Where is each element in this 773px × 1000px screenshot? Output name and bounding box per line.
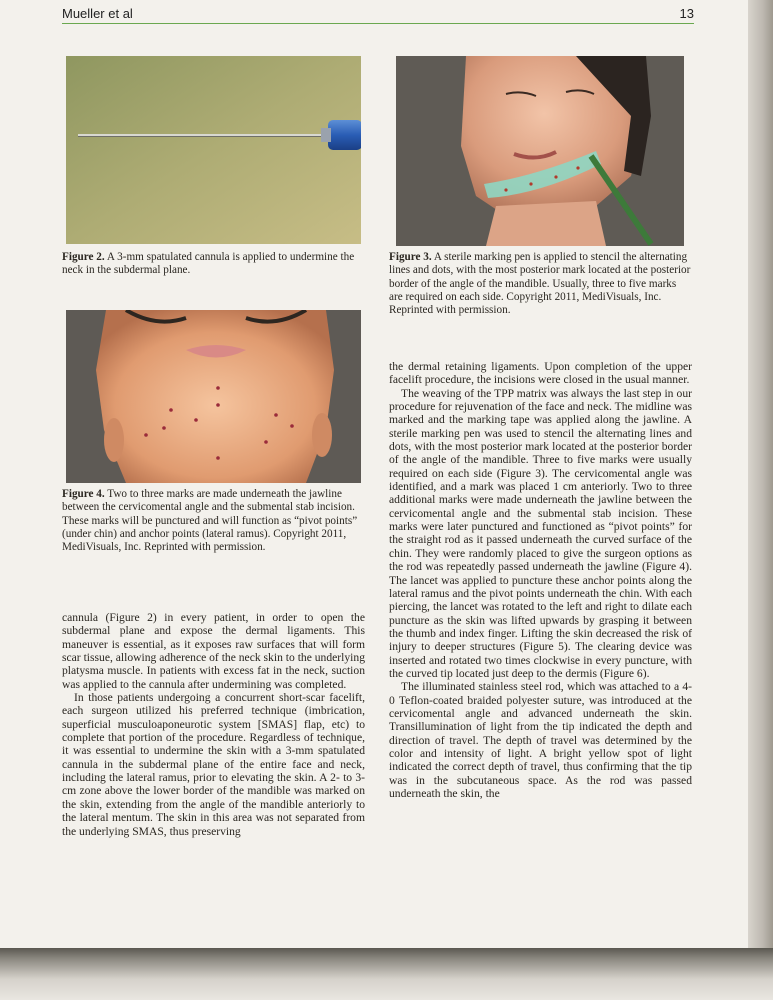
figure-2-caption-text: A 3-mm spatulated cannula is applied to undermine the neck in the subdermal plane. [62,251,355,277]
right-paragraph-2: The weaving of the TPP matrix was always the last step in our procedure for rejuvenation of the face and neck. The midline was marked and the marking tape was applied along the jawline. A sterile marking pen was used to stencil the alternating lines and dots, with the most posterior mark located at the posterior border of the angle of the mandible. Three to five marks were usually required on each side (Figure 3). The cervicomental angle was identified, and a mark was placed 1 cm anteriorly. Two to three additional marks were made underneath the jawline between the cervicomental angle and the submental stab incision. These marks were later punctured and functioned as “pivot points” for the straight rod as it passed underneath the curved surface of the chin. They were randomly placed to give the surgeon options as the rod was repeatedly passed underneath the jawline (Figure 4). The lancet was applied to puncture these anchor points along the lateral ramus and the pivot points underneath the chin. With each piercing, the lancet was rotated to the left and right to dilate each puncture as the skin was lifted upwards by grasping it between the thumb and index finger. Lifting the skin decreased the risk of injury to deeper structures (Figure 5). The clearing device was inserted and rotated two times clockwise in every puncture, with the curved tip located just deep to the dermis (Figure 6). [389,386,692,680]
page-bottom-shadow [0,948,773,1000]
figure-3-caption-text: A sterile marking pen is applied to stencil the alternating lines and dots, with the most posterior mark located at the posterior border of the angle of the mandible. Usually, three to five marks are required on each side. Copyright 2011, MediVisuals, Inc. Reprinted with permission. [389,251,691,317]
left-paragraph-1: cannula (Figure 2) in every patient, in order to open the subdermal plane and expose the dermal ligaments. This maneuver is essential, as it exposes raw surfaces that will form scar tissue, allowing adherence of the neck skin to the underlying platysma muscle. In patients with excess fat in the neck, suction was applied to the cannula after undermining was completed. [62,611,365,691]
figure-2-image [66,56,361,244]
figure-4-label: Figure 4. [62,488,105,500]
right-column-text [389,360,692,800]
left-paragraph-2: In those patients undergoing a concurrent short-scar facelift, each surgeon utilized his preferred technique (imbrication, superficial musculoaponeurotic system [SMAS] flap, etc) to complete that portion of the procedure. Regardless of technique, it was essential to undermine the skin with a 3-mm spatulated cannula in the subdermal plane of the entire face and neck, including the lateral ramus, prior to elevating the skin. A 2- to 3-cm zone above the lower border of the mandible was marked on the skin, extending from the angle of the mandible anteriorly to the lateral mentum. The skin in this area was not separated from the underlying SMAS, thus preserving [62,691,365,838]
chin-marks-photo [66,310,361,483]
left-column-text [62,611,365,838]
figure-4-caption [62,488,362,554]
face-marking-photo [396,56,684,246]
figure-3-label: Figure 3. [389,251,432,263]
figure-4-caption-text: Two to three marks are made underneath the jawline between the cervicomental angle and the submental stab incision. These marks will be punctured and will function as “pivot points” (under chin) and anchor points (lateral ramus). Copyright 2011, MediVisuals, Inc. Reprinted with permission. [62,488,358,554]
figure-4-image [66,310,361,483]
book-gutter [748,0,773,1000]
figure-2-caption [62,251,362,278]
page-header [62,6,694,28]
right-paragraph-1: the dermal retaining ligaments. Upon completion of the upper facelift procedure, the incisions were closed in the usual manner. [389,360,692,387]
figure-2-label: Figure 2. [62,251,105,263]
right-paragraph-3: The illuminated stainless steel rod, which was attached to a 4-0 Teflon-coated braided polyester suture, was introduced at the cervicomental angle and advanced underneath the skin. Transillumination of light from the tip indicated the depth and direction of travel. The depth of travel was determined by the color and intensity of light. A bright yellow spot of light indicated the correct depth of travel, thus confirming that the tip was in the subcutaneous space. As the rod was passed underneath the skin, the [389,680,692,800]
page-number: 13 [679,6,694,21]
running-head: Mueller et al [62,6,133,21]
figure-3-image [396,56,684,246]
header-rule [62,23,694,24]
cannula-photo [66,56,361,244]
figure-3-caption [389,251,692,317]
